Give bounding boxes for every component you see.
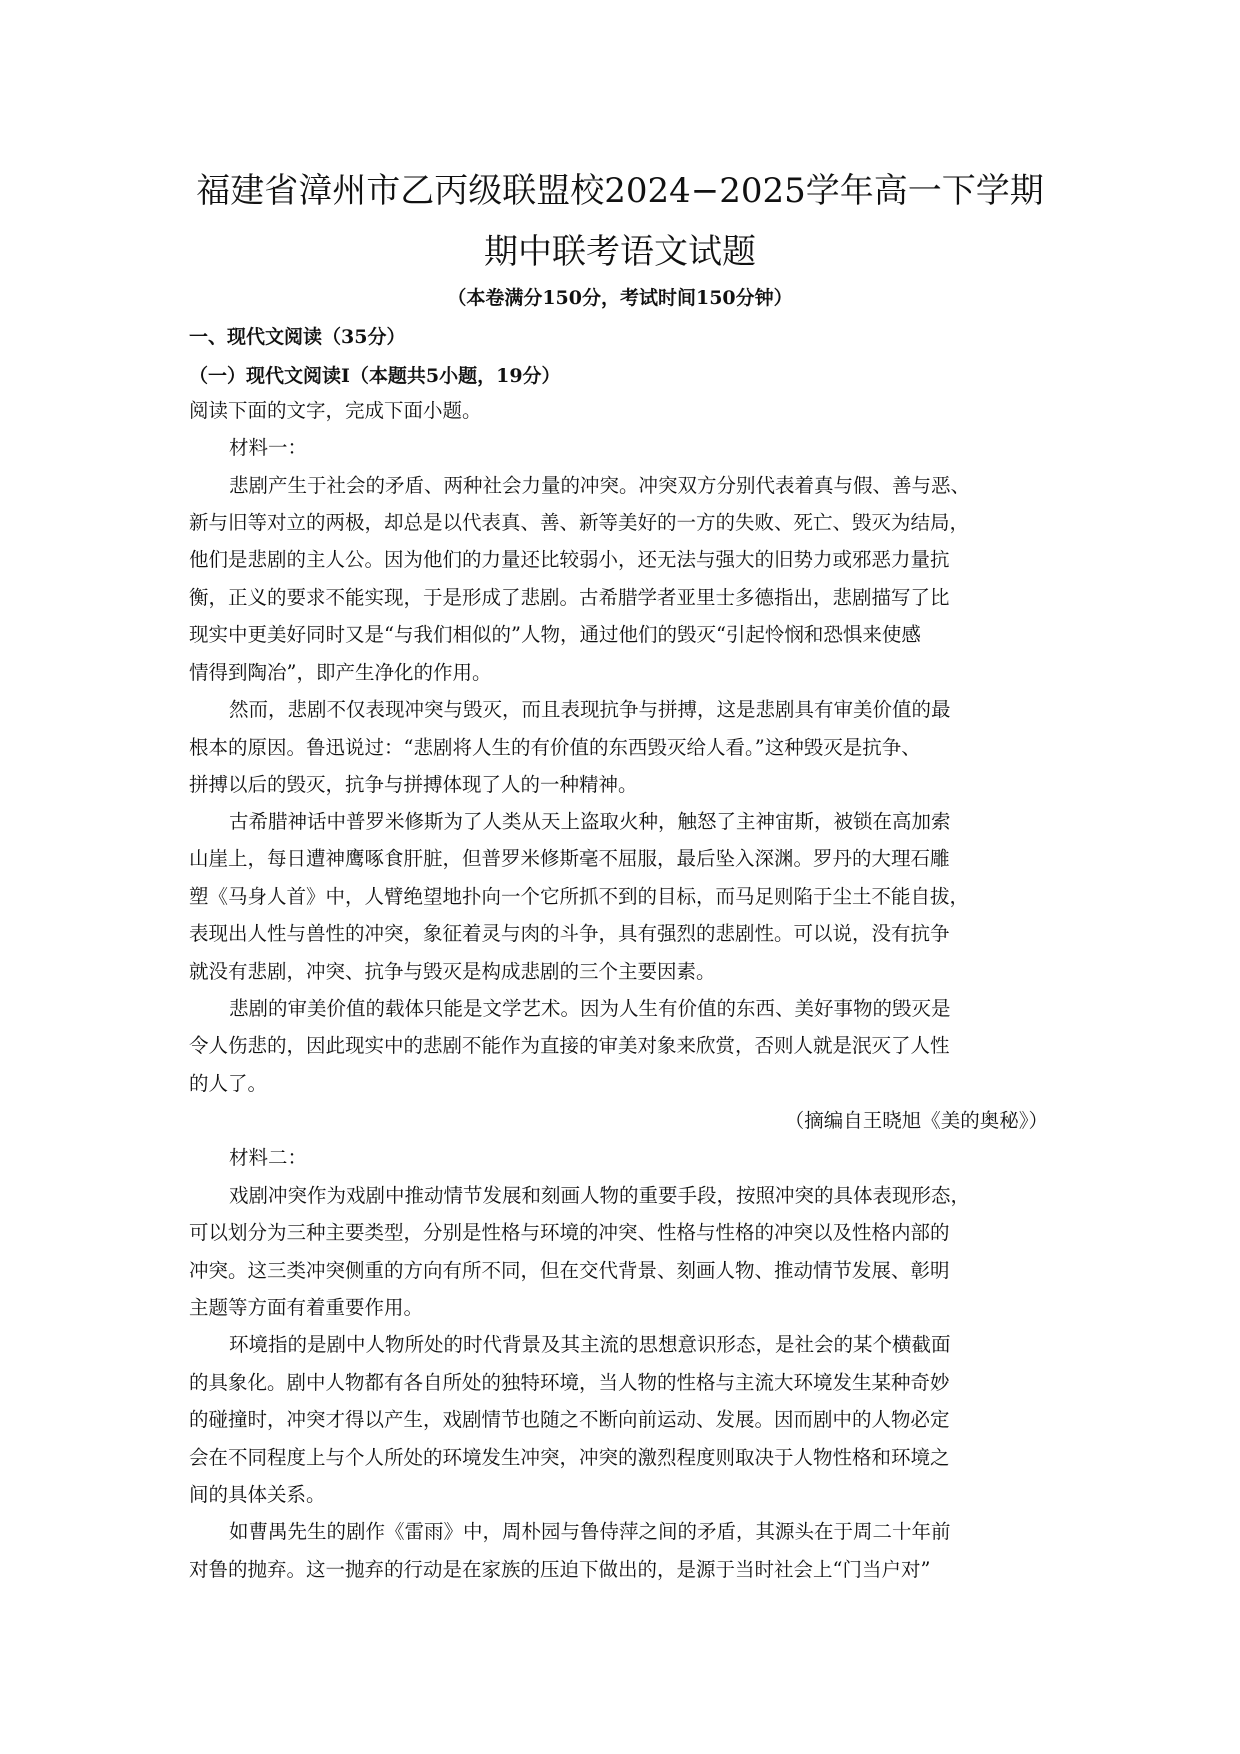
material1-source: （摘编自王晓旭《美的奥秘》） [784,1109,1048,1132]
material2-line: 戏剧冲突作为戏剧中推动情节发展和刻画人物的重要手段，按照冲突的具体表现形态， [229,1184,971,1207]
material2-line: 环境指的是剧中人物所处的时代背景及其主流的思想意识形态，是社会的某个横截面 [229,1333,951,1356]
material1-line: 表现出人性与兽性的冲突，象征着灵与肉的斗争，具有强烈的悲剧性。可以说，没有抗争 [189,922,950,945]
subsection-title: （一）现代文阅读Ⅰ（本题共5小题，19分） [189,365,561,387]
material1-label: 材料一： [229,436,308,459]
material2-line: 对鲁的抛弃。这一抛弃的行动是在家族的压迫下做出的，是源于当时社会上“门当户对” [189,1558,931,1581]
material2-line: 的具象化。剧中人物都有各自所处的独特环境，当人物的性格与主流大环境发生某种奇妙 [189,1371,950,1394]
material1-line: 的人了。 [189,1072,268,1095]
material2-line: 可以划分为三种主要类型，分别是性格与环境的冲突、性格与性格的冲突以及性格内部的 [189,1221,950,1244]
material2-line: 冲突。这三类冲突侧重的方向有所不同，但在交代背景、刻画人物、推动情节发展、彰明 [189,1259,950,1282]
material1-line: 新与旧等对立的两极，却总是以代表真、善、新等美好的一方的失败、死亡、毁灭为结局， [189,511,970,534]
exam-title-line1: 福建省漳州市乙丙级联盟校2024−2025学年高一下学期 [196,171,1044,211]
material1-line: 现实中更美好同时又是“与我们相似的”人物，通过他们的毁灭“引起怜悯和恐惧来使感 [189,623,921,646]
instruction-text: 阅读下面的文字，完成下面小题。 [189,399,482,422]
material2-label: 材料二： [229,1146,308,1169]
material2-line: 如曹禺先生的剧作《雷雨》中，周朴园与鲁侍萍之间的矛盾，其源头在于周二十年前 [229,1520,951,1543]
material2-line: 间的具体关系。 [189,1483,326,1506]
material1-line: 悲剧的审美价值的载体只能是文学艺术。因为人生有价值的东西、美好事物的毁灭是 [229,997,951,1020]
material1-line: 他们是悲剧的主人公。因为他们的力量还比较弱小，还无法与强大的旧势力或邪恶力量抗 [189,548,950,571]
material1-line: 就没有悲剧，冲突、抗争与毁灭是构成悲剧的三个主要因素。 [189,960,716,983]
exam-info: （本卷满分150分，考试时间150分钟） [447,287,793,309]
material2-line: 的碰撞时，冲突才得以产生，戏剧情节也随之不断向前运动、发展。因而剧中的人物必定 [189,1408,950,1431]
exam-title-line2: 期中联考语文试题 [484,232,756,272]
material1-line: 衡，正义的要求不能实现，于是形成了悲剧。古希腊学者亚里士多德指出，悲剧描写了比 [189,586,950,609]
material1-line: 令人伤悲的，因此现实中的悲剧不能作为直接的审美对象来欣赏，否则人就是泯灭了人性 [189,1034,950,1057]
section-title: 一、现代文阅读（35分） [189,326,406,348]
material2-line: 会在不同程度上与个人所处的环境发生冲突，冲突的激烈程度则取决于人物性格和环境之 [189,1446,950,1469]
material1-line: 根本的原因。鲁迅说过：“悲剧将人生的有价值的东西毁灭给人看。”这种毁灭是抗争、 [189,736,921,759]
material1-line: 然而，悲剧不仅表现冲突与毁灭，而且表现抗争与拼搏，这是悲剧具有审美价值的最 [229,698,951,721]
material1-line: 古希腊神话中普罗米修斯为了人类从天上盗取火种，触怒了主神宙斯，被锁在高加索 [229,810,951,833]
material2-line: 主题等方面有着重要作用。 [189,1296,424,1319]
material1-line: 山崖上，每日遭神鹰啄食肝脏，但普罗米修斯毫不屈服，最后坠入深渊。罗丹的大理石雕 [189,847,950,870]
material1-line: 拼搏以后的毁灭，抗争与拼搏体现了人的一种精神。 [189,773,638,796]
material1-line: 塑《马身人首》中，人臂绝望地扑向一个它所抓不到的目标，而马足则陷于尘土不能自拔， [189,885,970,908]
material1-line: 悲剧产生于社会的矛盾、两种社会力量的冲突。冲突双方分别代表着真与假、善与恶、 [229,474,971,497]
material1-line: 情得到陶冶”，即产生净化的作用。 [189,661,492,684]
